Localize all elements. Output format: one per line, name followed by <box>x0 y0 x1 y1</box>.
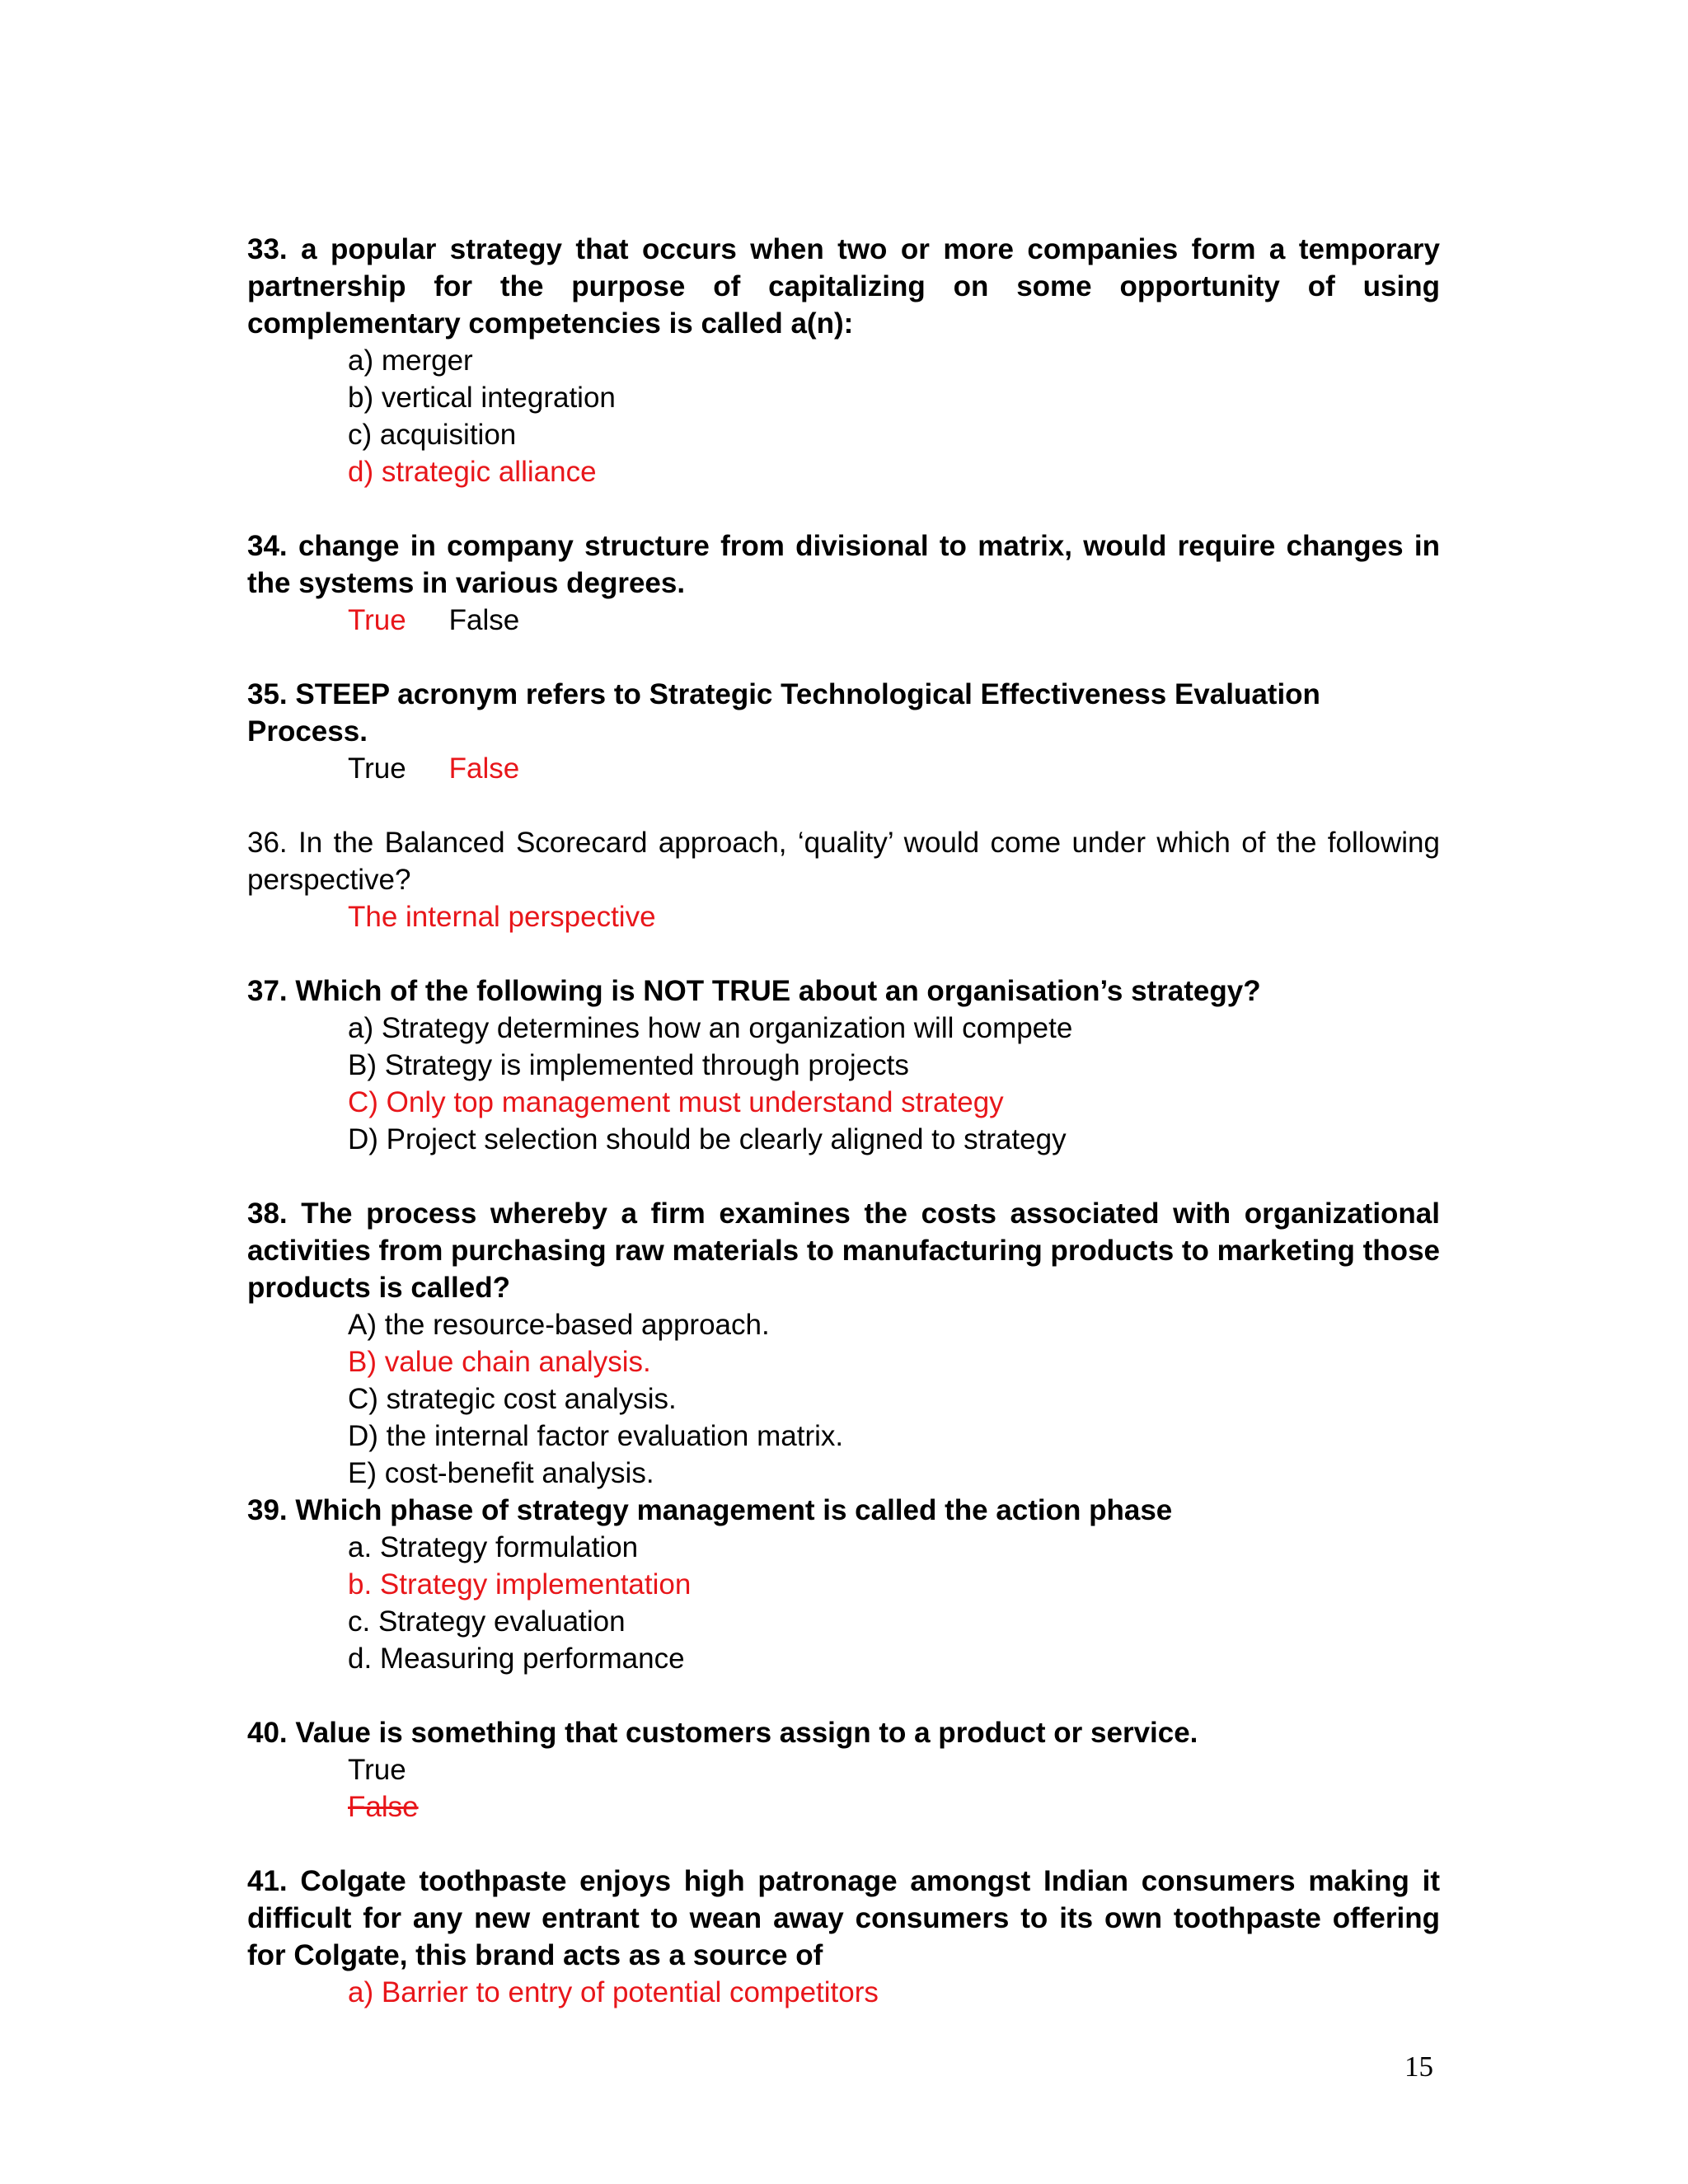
spacer <box>247 1158 1440 1195</box>
question-34: 34. change in company structure from divisional to matrix, would require changes in the systems in various degrees. <box>247 530 1440 599</box>
spacer <box>247 787 1440 824</box>
option: True <box>348 752 406 785</box>
question-39: 39. Which phase of strategy management is called the action phase <box>247 1494 1173 1526</box>
question-list <box>247 231 1440 2011</box>
spacer <box>247 1825 1440 1863</box>
correct-option: False <box>348 1791 419 1823</box>
question-33: 33. a popular strategy that occurs when two or more companies form a temporary partnership for the purpose of capitalizing on some opportunity of using complementary competencies is called a(n): <box>247 233 1440 340</box>
correct-option: C) Only top management must understand strategy <box>348 1086 1004 1118</box>
spacer <box>247 639 1440 676</box>
option: a) merger <box>348 344 473 377</box>
question-36-answer <box>247 898 1440 935</box>
question-35-options <box>247 750 1440 787</box>
question-41-answer <box>247 1974 1440 2011</box>
option: a) Strategy determines how an organization will compete <box>348 1012 1073 1044</box>
question-38: 38. The process whereby a firm examines the costs associated with organizational activities from purchasing raw materials to manufacturing products to marketing those products is called? <box>247 1197 1440 1304</box>
spacer <box>247 935 1440 972</box>
correct-option: b. Strategy implementation <box>348 1568 692 1601</box>
option: A) the resource-based approach. <box>348 1309 770 1341</box>
option: c) acquisition <box>348 419 517 451</box>
correct-option: d) strategic alliance <box>348 456 597 488</box>
correct-option: B) value chain analysis. <box>348 1346 651 1378</box>
option: c. Strategy evaluation <box>348 1605 626 1638</box>
question-36: 36. In the Balanced Scorecard approach, ‘quality’ would come under which of the following perspective? <box>247 827 1440 896</box>
question-34-options <box>247 602 1440 639</box>
option: a. Strategy formulation <box>348 1531 639 1563</box>
correct-option: The internal perspective <box>348 901 656 933</box>
question-38-options <box>247 1306 1440 1492</box>
question-37-options <box>247 1010 1440 1158</box>
option: C) strategic cost analysis. <box>348 1383 677 1415</box>
option: E) cost-benefit analysis. <box>348 1457 654 1489</box>
option: D) Project selection should be clearly aligned to strategy <box>348 1123 1067 1155</box>
question-39-options <box>247 1529 1440 1677</box>
option: B) Strategy is implemented through projects <box>348 1049 909 1081</box>
spacer <box>247 490 1440 527</box>
page-number: 15 <box>1404 2050 1433 2083</box>
option: d. Measuring performance <box>348 1643 685 1675</box>
option: False <box>448 604 520 636</box>
correct-option: a) Barrier to entry of potential competitors <box>348 1976 879 2008</box>
option: D) the internal factor evaluation matrix. <box>348 1420 844 1452</box>
option: True <box>348 1754 406 1786</box>
question-41: 41. Colgate toothpaste enjoys high patronage amongst Indian consumers making it difficult for any new entrant to wean away consumers to its own toothpaste offering for Colgate, this brand acts as a source of <box>247 1865 1440 1971</box>
question-40-options <box>247 1751 1440 1825</box>
spacer <box>247 1677 1440 1714</box>
question-40: 40. Value is something that customers assign to a product or service. <box>247 1717 1198 1749</box>
question-37: 37. Which of the following is NOT TRUE about an organisation’s strategy? <box>247 975 1261 1007</box>
correct-option: False <box>448 752 520 785</box>
question-33-options <box>247 342 1440 490</box>
correct-option: True <box>348 604 406 636</box>
option: b) vertical integration <box>348 382 616 414</box>
question-35: 35. STEEP acronym refers to Strategic Technological Effectiveness Evaluation Process. <box>247 678 1320 748</box>
